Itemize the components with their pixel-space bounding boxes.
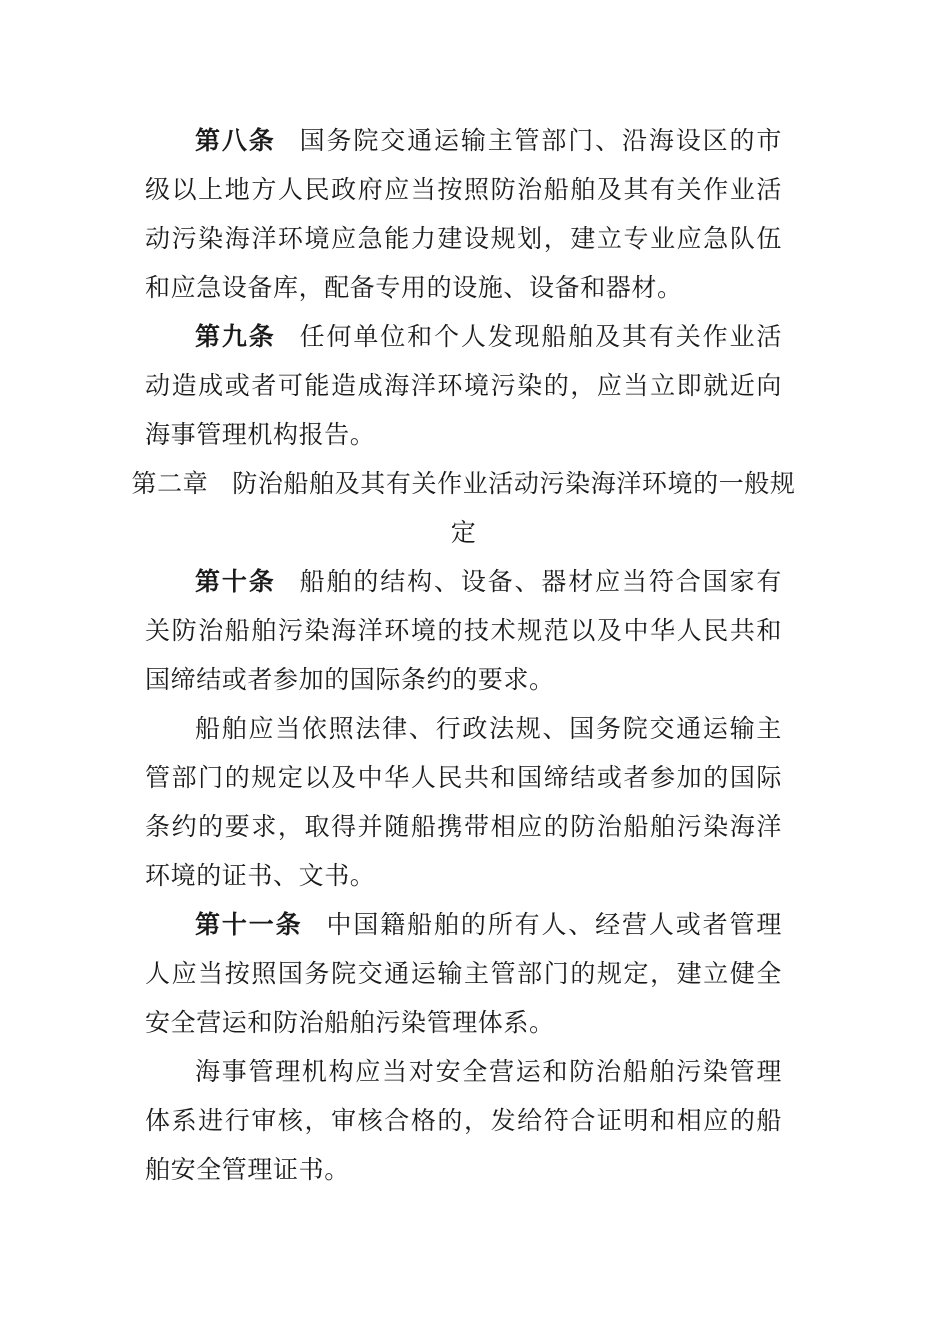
article-number: 第十一条 [195,910,303,939]
article-11 [145,900,782,1047]
article-number: 第十条 [195,567,276,596]
chapter-heading [125,459,802,557]
article-10-paragraph-2: 船舶应当依照法律、行政法规、国务院交通运输主管部门的规定以及中华人民共和国缔结或者参加的国际条约的要求，取得并随船携带相应的防治船舶污染海洋环境的证书、文书。 [145,714,782,890]
article-text: 国务院交通运输主管部门、沿海设区的市级以上地方人民政府应当按照防治船舶及其有关作业活动污染海洋环境应急能力建设规划，建立专业应急队伍和应急设备库，配备专用的设施、设备和器材。 [145,126,782,302]
article-number: 第八条 [195,126,276,155]
article-10 [145,557,782,704]
article-11-paragraph-2: 海事管理机构应当对安全营运和防治船舶污染管理体系进行审核，审核合格的，发给符合证明和相应的船舶安全管理证书。 [145,1057,782,1184]
article-8 [145,116,782,312]
article-text: 中国籍船舶的所有人、经营人或者管理人应当按照国务院交通运输主管部门的规定，建立健全安全营运和防治船舶污染管理体系。 [145,910,782,1037]
article-text: 船舶的结构、设备、器材应当符合国家有关防治船舶污染海洋环境的技术规范以及中华人民共和国缔结或者参加的国际条约的要求。 [145,567,782,694]
chapter-number: 第二章 [131,469,209,498]
article-number: 第九条 [195,322,276,351]
article-text: 任何单位和个人发现船舶及其有关作业活动造成或者可能造成海洋环境污染的，应当立即就近向海事管理机构报告。 [145,322,782,449]
chapter-title: 防治船舶及其有关作业活动污染海洋环境的一般规定 [232,469,796,547]
article-9 [145,312,782,459]
